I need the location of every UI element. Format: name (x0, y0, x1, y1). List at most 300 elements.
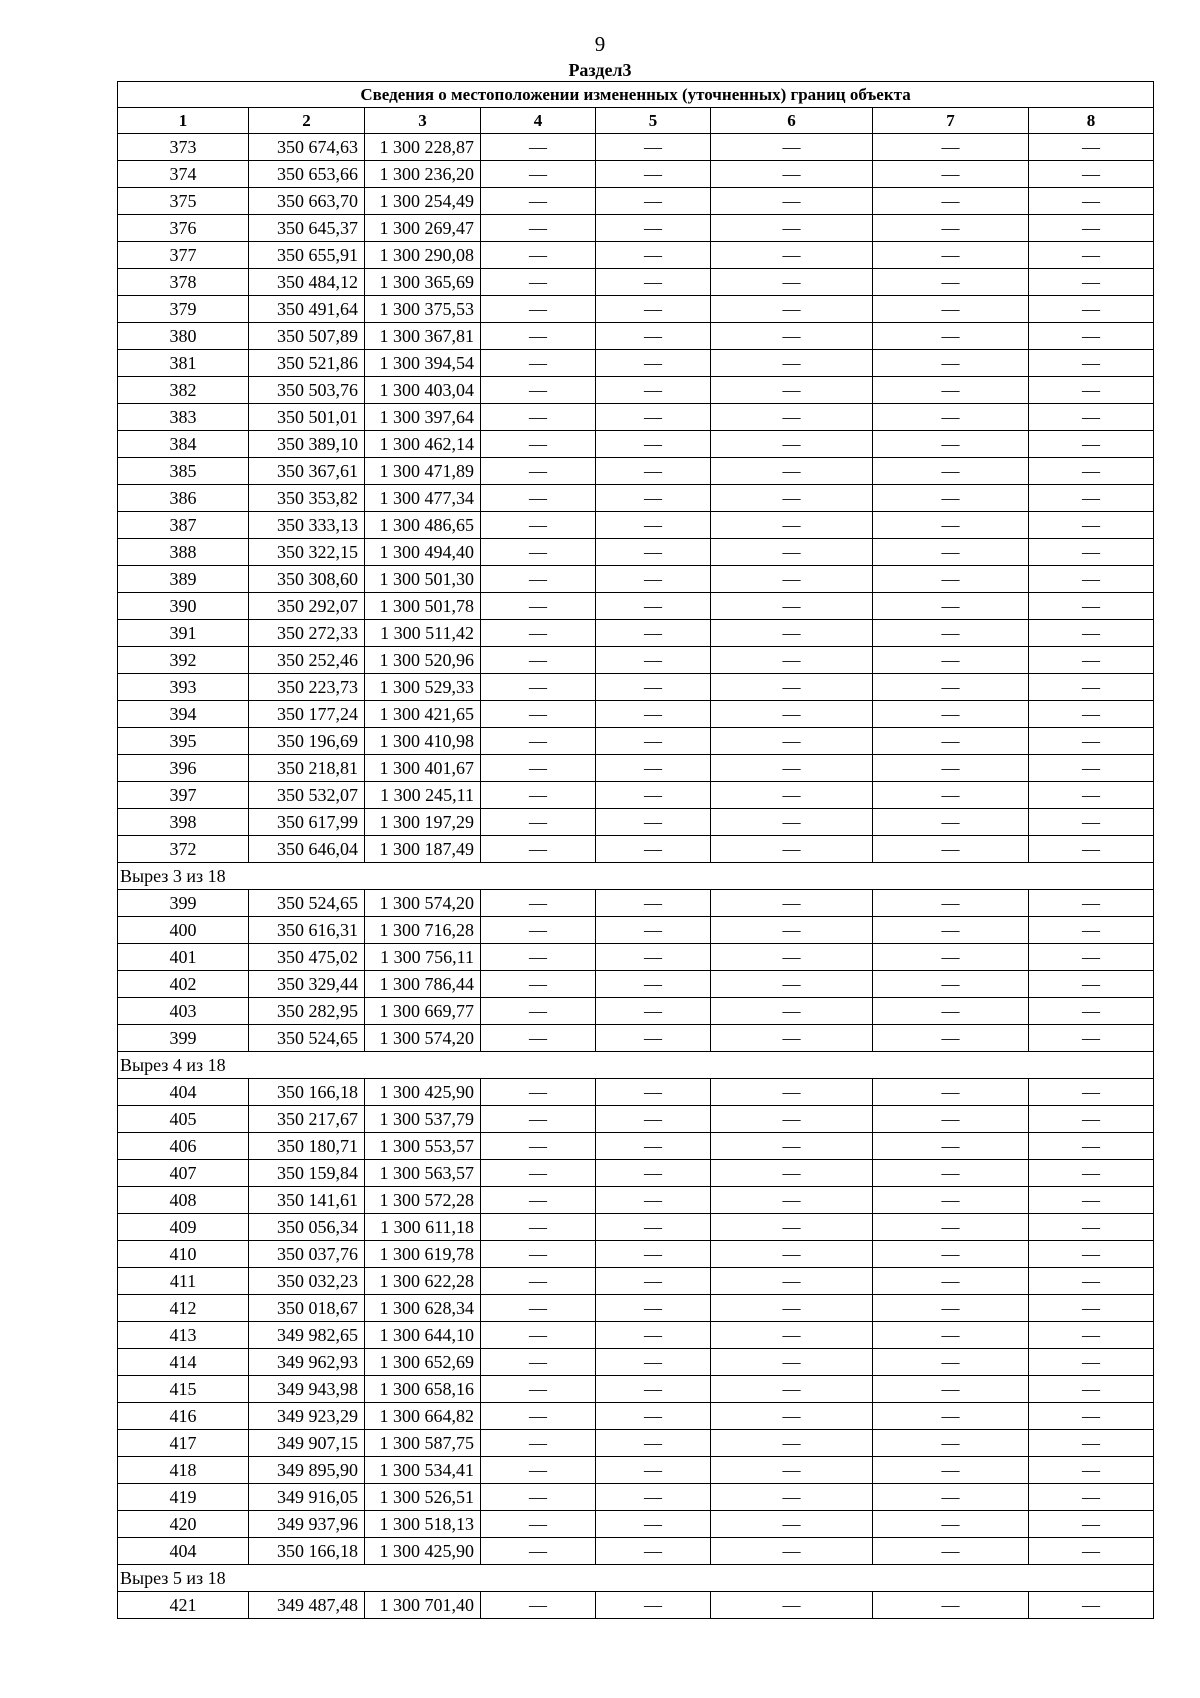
table-row (118, 242, 1154, 269)
empty-cell-col-4: — (481, 647, 596, 674)
empty-cell-col-7: — (873, 755, 1029, 782)
empty-cell-col-7: — (873, 188, 1029, 215)
table-row (118, 350, 1154, 377)
empty-cell-col-8: — (1029, 674, 1154, 701)
table-row (118, 1268, 1154, 1295)
empty-cell-col-5: — (596, 620, 711, 647)
empty-cell-col-8: — (1029, 1403, 1154, 1430)
empty-cell-col-4: — (481, 269, 596, 296)
y-coordinate-cell: 1 300 553,57 (365, 1133, 481, 1160)
empty-cell-col-8: — (1029, 1511, 1154, 1538)
point-number-cell: 397 (118, 782, 249, 809)
empty-cell-col-8: — (1029, 890, 1154, 917)
x-coordinate-cell: 349 895,90 (249, 1457, 365, 1484)
empty-cell-col-5: — (596, 1538, 711, 1565)
cutout-label: Вырез 4 из 18 (118, 1052, 1154, 1079)
table-row (118, 1106, 1154, 1133)
empty-cell-col-7: — (873, 1214, 1029, 1241)
empty-cell-col-4: — (481, 1457, 596, 1484)
table-body (118, 134, 1154, 1619)
table-row (118, 701, 1154, 728)
empty-cell-col-8: — (1029, 404, 1154, 431)
empty-cell-col-6: — (711, 1430, 873, 1457)
empty-cell-col-7: — (873, 512, 1029, 539)
table-row (118, 1376, 1154, 1403)
empty-cell-col-6: — (711, 1241, 873, 1268)
empty-cell-col-5: — (596, 1241, 711, 1268)
table-row (118, 1214, 1154, 1241)
empty-cell-col-8: — (1029, 1160, 1154, 1187)
empty-cell-col-7: — (873, 1106, 1029, 1133)
empty-cell-col-4: — (481, 161, 596, 188)
x-coordinate-cell: 350 653,66 (249, 161, 365, 188)
empty-cell-col-6: — (711, 1349, 873, 1376)
point-number-cell: 404 (118, 1079, 249, 1106)
empty-cell-col-7: — (873, 1079, 1029, 1106)
empty-cell-col-5: — (596, 998, 711, 1025)
empty-cell-col-8: — (1029, 134, 1154, 161)
x-coordinate-cell: 350 218,81 (249, 755, 365, 782)
empty-cell-col-8: — (1029, 215, 1154, 242)
empty-cell-col-6: — (711, 620, 873, 647)
empty-cell-col-8: — (1029, 836, 1154, 863)
column-header-6: 6 (711, 108, 873, 134)
y-coordinate-cell: 1 300 486,65 (365, 512, 481, 539)
column-header-5: 5 (596, 108, 711, 134)
point-number-cell: 392 (118, 647, 249, 674)
empty-cell-col-7: — (873, 134, 1029, 161)
point-number-cell: 393 (118, 674, 249, 701)
empty-cell-col-5: — (596, 269, 711, 296)
y-coordinate-cell: 1 300 471,89 (365, 458, 481, 485)
empty-cell-col-6: — (711, 1214, 873, 1241)
x-coordinate-cell: 350 389,10 (249, 431, 365, 458)
point-number-cell: 400 (118, 917, 249, 944)
empty-cell-col-5: — (596, 1484, 711, 1511)
x-coordinate-cell: 350 616,31 (249, 917, 365, 944)
empty-cell-col-7: — (873, 566, 1029, 593)
empty-cell-col-5: — (596, 1376, 711, 1403)
point-number-cell: 415 (118, 1376, 249, 1403)
empty-cell-col-7: — (873, 1187, 1029, 1214)
x-coordinate-cell: 350 166,18 (249, 1538, 365, 1565)
empty-cell-col-5: — (596, 809, 711, 836)
y-coordinate-cell: 1 300 786,44 (365, 971, 481, 998)
empty-cell-col-8: — (1029, 701, 1154, 728)
empty-cell-col-8: — (1029, 1484, 1154, 1511)
point-number-cell: 390 (118, 593, 249, 620)
empty-cell-col-6: — (711, 593, 873, 620)
y-coordinate-cell: 1 300 622,28 (365, 1268, 481, 1295)
x-coordinate-cell: 350 032,23 (249, 1268, 365, 1295)
empty-cell-col-6: — (711, 566, 873, 593)
empty-cell-col-6: — (711, 377, 873, 404)
empty-cell-col-7: — (873, 1349, 1029, 1376)
table-row (118, 647, 1154, 674)
y-coordinate-cell: 1 300 394,54 (365, 350, 481, 377)
empty-cell-col-7: — (873, 1295, 1029, 1322)
empty-cell-col-8: — (1029, 1187, 1154, 1214)
column-header-8: 8 (1029, 108, 1154, 134)
point-number-cell: 402 (118, 971, 249, 998)
x-coordinate-cell: 350 159,84 (249, 1160, 365, 1187)
x-coordinate-cell: 349 937,96 (249, 1511, 365, 1538)
empty-cell-col-8: — (1029, 161, 1154, 188)
table-row (118, 593, 1154, 620)
y-coordinate-cell: 1 300 574,20 (365, 890, 481, 917)
x-coordinate-cell: 350 507,89 (249, 323, 365, 350)
x-coordinate-cell: 350 272,33 (249, 620, 365, 647)
empty-cell-col-7: — (873, 998, 1029, 1025)
empty-cell-col-5: — (596, 728, 711, 755)
empty-cell-col-5: — (596, 701, 711, 728)
point-number-cell: 382 (118, 377, 249, 404)
table-row (118, 161, 1154, 188)
empty-cell-col-4: — (481, 566, 596, 593)
empty-cell-col-5: — (596, 1430, 711, 1457)
empty-cell-col-5: — (596, 1160, 711, 1187)
empty-cell-col-6: — (711, 1322, 873, 1349)
empty-cell-col-5: — (596, 566, 711, 593)
table-row (118, 1160, 1154, 1187)
table-row (118, 971, 1154, 998)
empty-cell-col-4: — (481, 242, 596, 269)
y-coordinate-cell: 1 300 245,11 (365, 782, 481, 809)
empty-cell-col-7: — (873, 161, 1029, 188)
table-row (118, 1457, 1154, 1484)
table-row (118, 269, 1154, 296)
empty-cell-col-5: — (596, 161, 711, 188)
empty-cell-col-7: — (873, 1592, 1029, 1619)
empty-cell-col-4: — (481, 1322, 596, 1349)
x-coordinate-cell: 350 217,67 (249, 1106, 365, 1133)
point-number-cell: 394 (118, 701, 249, 728)
empty-cell-col-6: — (711, 350, 873, 377)
point-number-cell: 399 (118, 890, 249, 917)
point-number-cell: 411 (118, 1268, 249, 1295)
table-row (118, 539, 1154, 566)
cutout-row (118, 1052, 1154, 1079)
empty-cell-col-4: — (481, 809, 596, 836)
empty-cell-col-5: — (596, 296, 711, 323)
x-coordinate-cell: 349 916,05 (249, 1484, 365, 1511)
y-coordinate-cell: 1 300 520,96 (365, 647, 481, 674)
empty-cell-col-7: — (873, 458, 1029, 485)
point-number-cell: 376 (118, 215, 249, 242)
x-coordinate-cell: 350 524,65 (249, 1025, 365, 1052)
y-coordinate-cell: 1 300 611,18 (365, 1214, 481, 1241)
empty-cell-col-8: — (1029, 782, 1154, 809)
point-number-cell: 399 (118, 1025, 249, 1052)
empty-cell-col-6: — (711, 890, 873, 917)
empty-cell-col-4: — (481, 782, 596, 809)
point-number-cell: 420 (118, 1511, 249, 1538)
empty-cell-col-4: — (481, 1214, 596, 1241)
empty-cell-col-8: — (1029, 539, 1154, 566)
x-coordinate-cell: 350 645,37 (249, 215, 365, 242)
point-number-cell: 407 (118, 1160, 249, 1187)
empty-cell-col-5: — (596, 404, 711, 431)
point-number-cell: 396 (118, 755, 249, 782)
empty-cell-col-6: — (711, 431, 873, 458)
empty-cell-col-5: — (596, 1268, 711, 1295)
empty-cell-col-8: — (1029, 593, 1154, 620)
point-number-cell: 404 (118, 1538, 249, 1565)
x-coordinate-cell: 350 252,46 (249, 647, 365, 674)
y-coordinate-cell: 1 300 511,42 (365, 620, 481, 647)
empty-cell-col-4: — (481, 728, 596, 755)
y-coordinate-cell: 1 300 658,16 (365, 1376, 481, 1403)
empty-cell-col-6: — (711, 1106, 873, 1133)
point-number-cell: 417 (118, 1430, 249, 1457)
empty-cell-col-7: — (873, 620, 1029, 647)
empty-cell-col-7: — (873, 1376, 1029, 1403)
empty-cell-col-5: — (596, 242, 711, 269)
empty-cell-col-7: — (873, 269, 1029, 296)
x-coordinate-cell: 350 475,02 (249, 944, 365, 971)
empty-cell-col-8: — (1029, 755, 1154, 782)
x-coordinate-cell: 350 353,82 (249, 485, 365, 512)
point-number-cell: 384 (118, 431, 249, 458)
x-coordinate-cell: 350 521,86 (249, 350, 365, 377)
empty-cell-col-4: — (481, 134, 596, 161)
point-number-cell: 391 (118, 620, 249, 647)
empty-cell-col-7: — (873, 1457, 1029, 1484)
empty-cell-col-6: — (711, 1295, 873, 1322)
empty-cell-col-7: — (873, 782, 1029, 809)
empty-cell-col-7: — (873, 323, 1029, 350)
empty-cell-col-5: — (596, 1214, 711, 1241)
x-coordinate-cell: 350 282,95 (249, 998, 365, 1025)
y-coordinate-cell: 1 300 365,69 (365, 269, 481, 296)
point-number-cell: 378 (118, 269, 249, 296)
empty-cell-col-6: — (711, 1538, 873, 1565)
table-row (118, 998, 1154, 1025)
table-row (118, 1241, 1154, 1268)
table-row (118, 188, 1154, 215)
table-row (118, 1592, 1154, 1619)
empty-cell-col-5: — (596, 1511, 711, 1538)
empty-cell-col-8: — (1029, 431, 1154, 458)
empty-cell-col-4: — (481, 458, 596, 485)
table-row (118, 215, 1154, 242)
y-coordinate-cell: 1 300 367,81 (365, 323, 481, 350)
empty-cell-col-5: — (596, 1106, 711, 1133)
empty-cell-col-8: — (1029, 377, 1154, 404)
empty-cell-col-6: — (711, 755, 873, 782)
empty-cell-col-4: — (481, 1106, 596, 1133)
x-coordinate-cell: 350 367,61 (249, 458, 365, 485)
y-coordinate-cell: 1 300 228,87 (365, 134, 481, 161)
point-number-cell: 419 (118, 1484, 249, 1511)
y-coordinate-cell: 1 300 236,20 (365, 161, 481, 188)
empty-cell-col-4: — (481, 1079, 596, 1106)
empty-cell-col-5: — (596, 836, 711, 863)
empty-cell-col-4: — (481, 1592, 596, 1619)
column-header-row (118, 108, 1154, 134)
empty-cell-col-8: — (1029, 1241, 1154, 1268)
y-coordinate-cell: 1 300 269,47 (365, 215, 481, 242)
empty-cell-col-6: — (711, 404, 873, 431)
table-row (118, 1079, 1154, 1106)
empty-cell-col-5: — (596, 377, 711, 404)
column-header-4: 4 (481, 108, 596, 134)
table-row (118, 944, 1154, 971)
empty-cell-col-8: — (1029, 1295, 1154, 1322)
empty-cell-col-4: — (481, 1160, 596, 1187)
empty-cell-col-7: — (873, 917, 1029, 944)
empty-cell-col-5: — (596, 917, 711, 944)
column-header-2: 2 (249, 108, 365, 134)
empty-cell-col-8: — (1029, 1322, 1154, 1349)
x-coordinate-cell: 349 487,48 (249, 1592, 365, 1619)
empty-cell-col-8: — (1029, 944, 1154, 971)
empty-cell-col-5: — (596, 1133, 711, 1160)
x-coordinate-cell: 350 018,67 (249, 1295, 365, 1322)
empty-cell-col-8: — (1029, 620, 1154, 647)
empty-cell-col-6: — (711, 674, 873, 701)
empty-cell-col-5: — (596, 1025, 711, 1052)
empty-cell-col-6: — (711, 1376, 873, 1403)
table-row (118, 512, 1154, 539)
empty-cell-col-4: — (481, 377, 596, 404)
point-number-cell: 380 (118, 323, 249, 350)
point-number-cell: 387 (118, 512, 249, 539)
empty-cell-col-8: — (1029, 647, 1154, 674)
empty-cell-col-7: — (873, 701, 1029, 728)
empty-cell-col-7: — (873, 431, 1029, 458)
x-coordinate-cell: 350 308,60 (249, 566, 365, 593)
empty-cell-col-8: — (1029, 1079, 1154, 1106)
empty-cell-col-8: — (1029, 485, 1154, 512)
x-coordinate-cell: 350 056,34 (249, 1214, 365, 1241)
empty-cell-col-6: — (711, 485, 873, 512)
empty-cell-col-4: — (481, 323, 596, 350)
empty-cell-col-7: — (873, 1025, 1029, 1052)
point-number-cell: 385 (118, 458, 249, 485)
empty-cell-col-5: — (596, 431, 711, 458)
table-row (118, 323, 1154, 350)
boundary-coordinates-table (117, 81, 1154, 1619)
point-number-cell: 377 (118, 242, 249, 269)
empty-cell-col-7: — (873, 539, 1029, 566)
table-row (118, 1025, 1154, 1052)
x-coordinate-cell: 350 333,13 (249, 512, 365, 539)
y-coordinate-cell: 1 300 534,41 (365, 1457, 481, 1484)
empty-cell-col-8: — (1029, 1349, 1154, 1376)
table-row (118, 1538, 1154, 1565)
empty-cell-col-4: — (481, 620, 596, 647)
empty-cell-col-7: — (873, 1430, 1029, 1457)
empty-cell-col-4: — (481, 539, 596, 566)
empty-cell-col-5: — (596, 1079, 711, 1106)
empty-cell-col-5: — (596, 323, 711, 350)
table-row (118, 296, 1154, 323)
empty-cell-col-8: — (1029, 1592, 1154, 1619)
empty-cell-col-7: — (873, 1403, 1029, 1430)
y-coordinate-cell: 1 300 518,13 (365, 1511, 481, 1538)
empty-cell-col-4: — (481, 674, 596, 701)
y-coordinate-cell: 1 300 397,64 (365, 404, 481, 431)
empty-cell-col-7: — (873, 242, 1029, 269)
empty-cell-col-8: — (1029, 188, 1154, 215)
point-number-cell: 406 (118, 1133, 249, 1160)
empty-cell-col-6: — (711, 242, 873, 269)
point-number-cell: 409 (118, 1214, 249, 1241)
y-coordinate-cell: 1 300 401,67 (365, 755, 481, 782)
empty-cell-col-8: — (1029, 1025, 1154, 1052)
empty-cell-col-7: — (873, 1133, 1029, 1160)
empty-cell-col-4: — (481, 431, 596, 458)
table-row (118, 890, 1154, 917)
empty-cell-col-4: — (481, 1430, 596, 1457)
empty-cell-col-8: — (1029, 1376, 1154, 1403)
empty-cell-col-5: — (596, 755, 711, 782)
empty-cell-col-6: — (711, 161, 873, 188)
empty-cell-col-7: — (873, 350, 1029, 377)
x-coordinate-cell: 350 292,07 (249, 593, 365, 620)
column-header-1: 1 (118, 108, 249, 134)
y-coordinate-cell: 1 300 187,49 (365, 836, 481, 863)
empty-cell-col-4: — (481, 971, 596, 998)
empty-cell-col-8: — (1029, 1106, 1154, 1133)
x-coordinate-cell: 350 655,91 (249, 242, 365, 269)
y-coordinate-cell: 1 300 425,90 (365, 1079, 481, 1106)
empty-cell-col-7: — (873, 728, 1029, 755)
point-number-cell: 388 (118, 539, 249, 566)
empty-cell-col-7: — (873, 215, 1029, 242)
y-coordinate-cell: 1 300 410,98 (365, 728, 481, 755)
empty-cell-col-4: — (481, 1538, 596, 1565)
x-coordinate-cell: 350 166,18 (249, 1079, 365, 1106)
empty-cell-col-7: — (873, 404, 1029, 431)
empty-cell-col-8: — (1029, 242, 1154, 269)
table-row (118, 1322, 1154, 1349)
empty-cell-col-4: — (481, 512, 596, 539)
empty-cell-col-4: — (481, 1241, 596, 1268)
y-coordinate-cell: 1 300 375,53 (365, 296, 481, 323)
empty-cell-col-5: — (596, 485, 711, 512)
section-title: Раздел3 (568, 60, 632, 80)
x-coordinate-cell: 349 962,93 (249, 1349, 365, 1376)
point-number-cell: 414 (118, 1349, 249, 1376)
y-coordinate-cell: 1 300 425,90 (365, 1538, 481, 1565)
empty-cell-col-4: — (481, 593, 596, 620)
x-coordinate-cell: 350 617,99 (249, 809, 365, 836)
empty-cell-col-6: — (711, 917, 873, 944)
empty-cell-col-4: — (481, 296, 596, 323)
empty-cell-col-6: — (711, 998, 873, 1025)
y-coordinate-cell: 1 300 462,14 (365, 431, 481, 458)
table-row (118, 1484, 1154, 1511)
column-header-3: 3 (365, 108, 481, 134)
empty-cell-col-4: — (481, 1376, 596, 1403)
table-row (118, 782, 1154, 809)
empty-cell-col-8: — (1029, 1538, 1154, 1565)
table-row (118, 674, 1154, 701)
empty-cell-col-8: — (1029, 809, 1154, 836)
table-row (118, 1295, 1154, 1322)
table-row (118, 755, 1154, 782)
x-coordinate-cell: 350 484,12 (249, 269, 365, 296)
empty-cell-col-5: — (596, 890, 711, 917)
empty-cell-col-5: — (596, 1403, 711, 1430)
x-coordinate-cell: 350 329,44 (249, 971, 365, 998)
empty-cell-col-8: — (1029, 917, 1154, 944)
empty-cell-col-7: — (873, 944, 1029, 971)
point-number-cell: 381 (118, 350, 249, 377)
empty-cell-col-4: — (481, 944, 596, 971)
